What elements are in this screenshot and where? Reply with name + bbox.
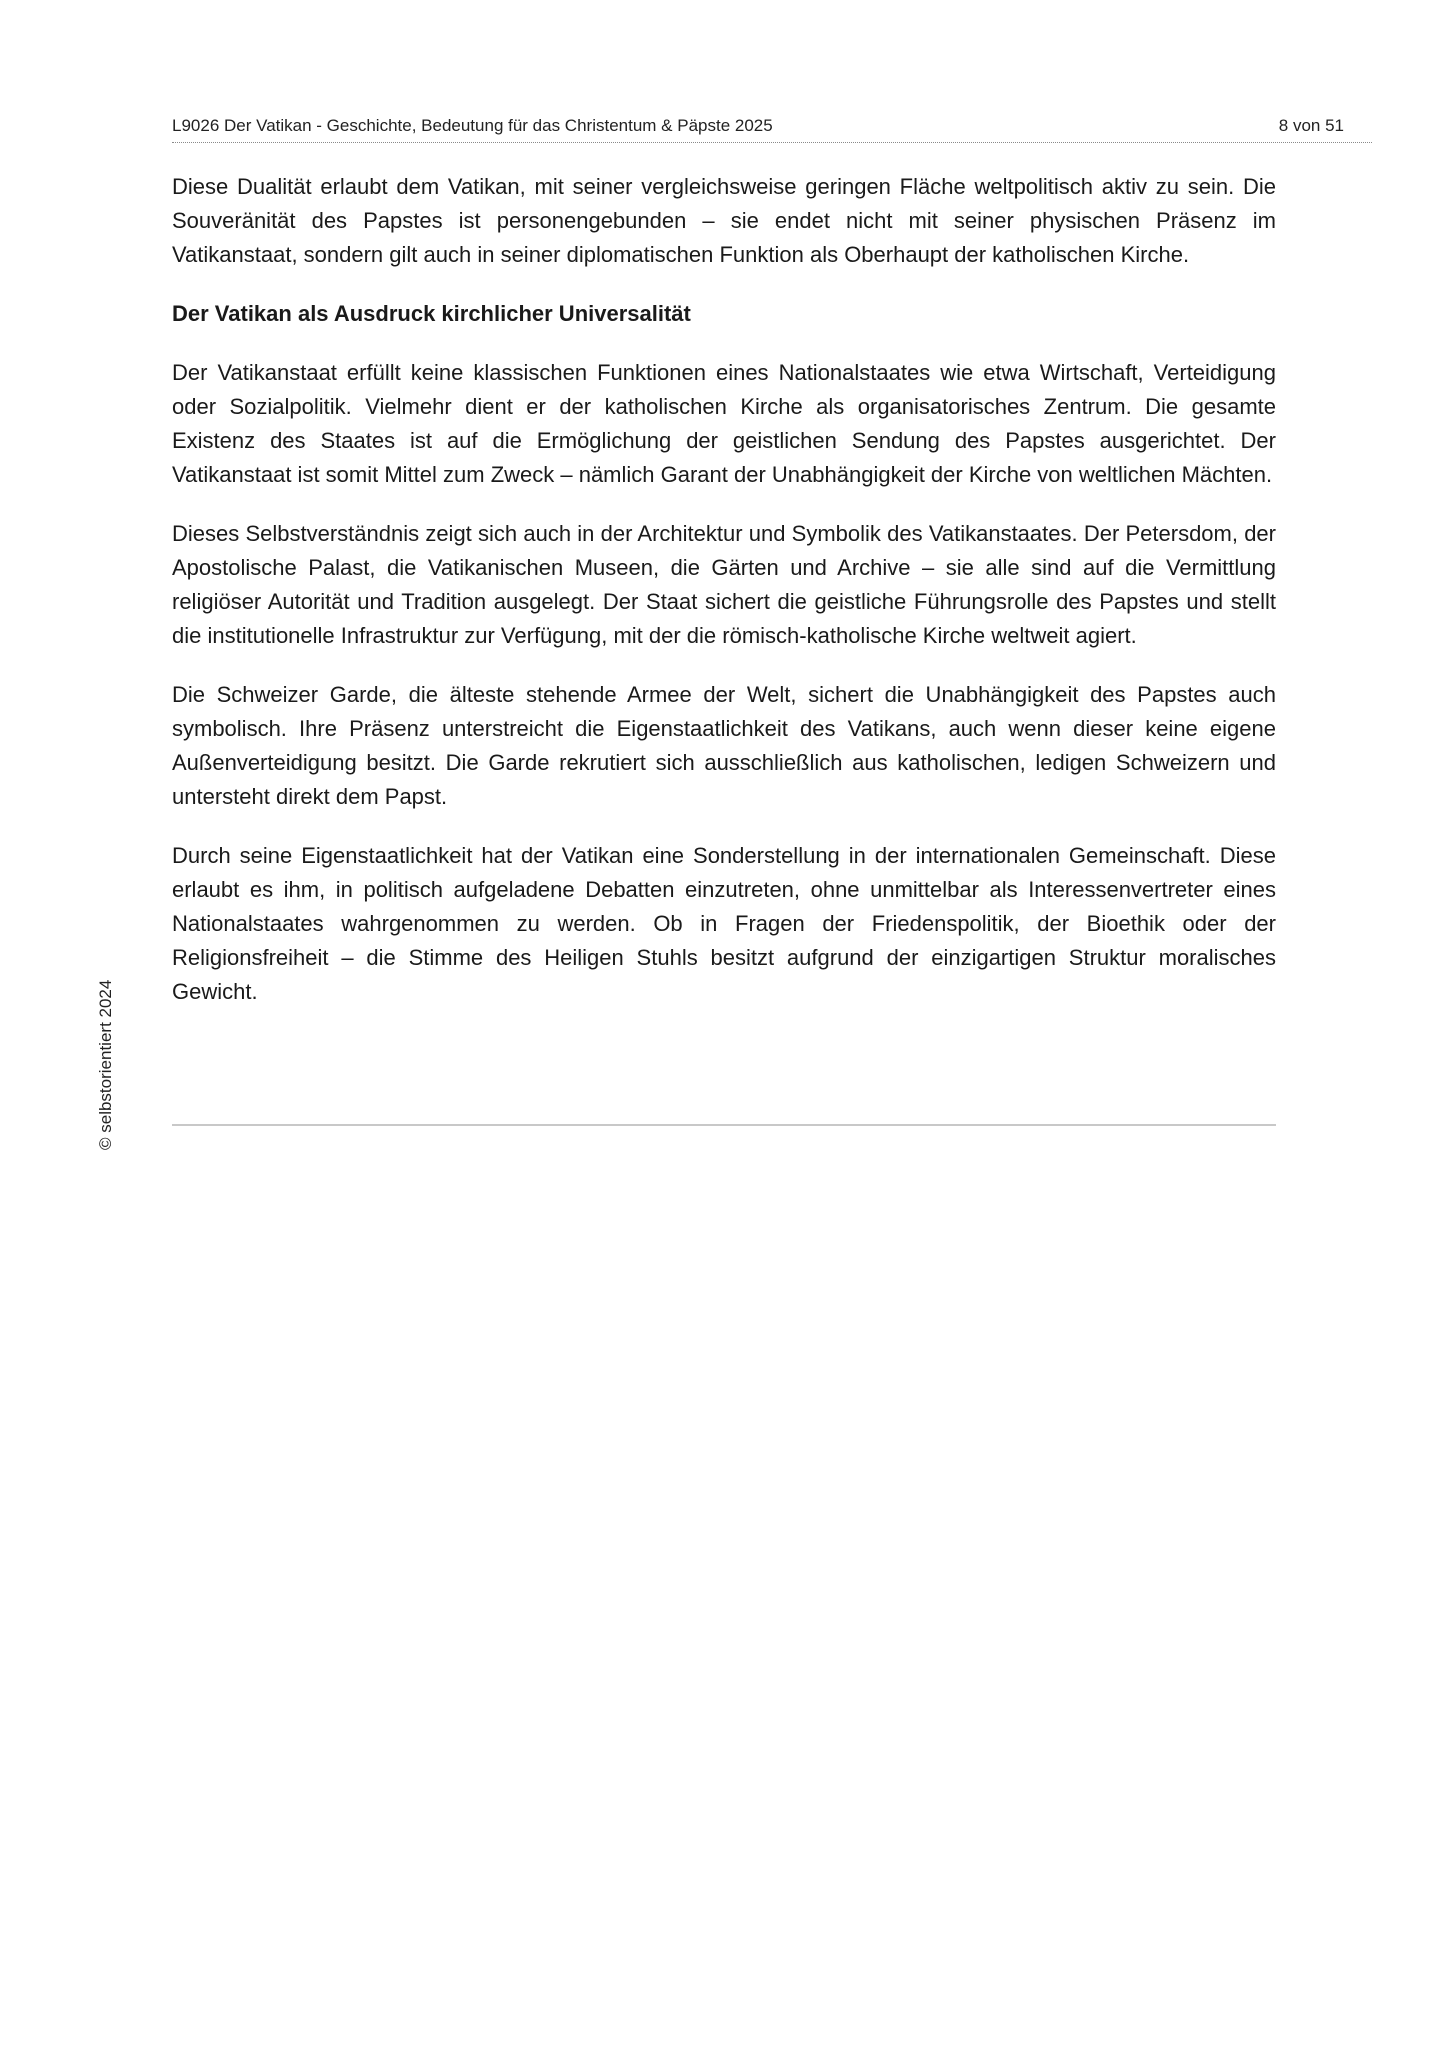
paragraph-2: Der Vatikanstaat erfüllt keine klassischen Funktionen eines Nationalstaates wie etwa Wirtschaft, Verteidigung oder Sozialpolitik. Vielmehr dient er der katholischen Kirche als organisatorisches Zentrum. Die gesamte Existenz des Staates ist auf die Ermöglichung der geistlichen Sendung des Papstes ausgerichtet. Der Vatikanstaat ist somit Mittel zum Zweck – nämlich Garant der Unabhängigkeit der Kirche von weltlichen Mächten.	[172, 360, 1276, 487]
paragraph-5: Durch seine Eigenstaatlichkeit hat der Vatikan eine Sonderstellung in der internationalen Gemeinschaft. Diese erlaubt es ihm, in politisch aufgeladene Debatten einzutreten, ohne unmittelbar als Interessenvertreter eines Nationalstaates wahrgenommen zu werden. Ob in Fragen der Friedenspolitik, der Bioethik oder der Religionsfreiheit – die Stimme des Heiligen Stuhls besitzt aufgrund der einzigartigen Struktur moralisches Gewicht.	[172, 843, 1276, 1004]
page-header	[172, 112, 1372, 143]
document-body	[172, 170, 1276, 1034]
paragraph-1: Diese Dualität erlaubt dem Vatikan, mit seiner vergleichsweise geringen Fläche weltpolitisch aktiv zu sein. Die Souveränität des Papstes ist personengebunden – sie endet nicht mit seiner physischen Präsenz im Vatikanstaat, sondern gilt auch in seiner diplomatischen Funktion als Oberhaupt der katholischen Kirche.	[172, 174, 1276, 267]
page-number: 8 von 51	[1278, 116, 1344, 135]
section-divider	[172, 1124, 1276, 1126]
paragraph-3: Dieses Selbstverständnis zeigt sich auch in der Architektur und Symbolik des Vatikanstaates. Der Petersdom, der Apostolische Palast, die Vatikanischen Museen, die Gärten und Archive – sie alle sind auf die Vermittlung religiöser Autorität und Tradition ausgelegt. Der Staat sichert die geistliche Führungsrolle des Papstes und stellt die institutionelle Infrastruktur zur Verfügung, mit der die römisch-katholische Kirche weltweit agiert.	[172, 521, 1276, 648]
section-heading: Der Vatikan als Ausdruck kirchlicher Universalität	[172, 301, 691, 326]
copyright-notice: © selbstorientiert 2024	[96, 979, 115, 1150]
document-title: L9026 Der Vatikan - Geschichte, Bedeutung für das Christentum & Päpste 2025	[172, 116, 773, 135]
paragraph-4: Die Schweizer Garde, die älteste stehende Armee der Welt, sichert die Unabhängigkeit des Papstes auch symbolisch. Ihre Präsenz unterstreicht die Eigenstaatlichkeit des Vatikans, auch wenn dieser keine eigene Außenverteidigung besitzt. Die Garde rekrutiert sich ausschließlich aus katholischen, ledigen Schweizern und untersteht direkt dem Papst.	[172, 682, 1276, 809]
